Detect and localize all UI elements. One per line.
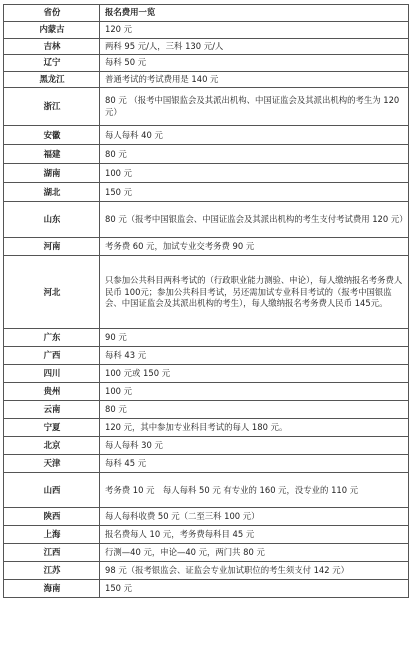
table-row <box>4 88 409 126</box>
province-cell: 陕西 <box>4 508 100 526</box>
fee-cell: 行测—40 元，申论—40 元，两门共 80 元 <box>100 544 409 562</box>
table-row <box>4 71 409 88</box>
table-row <box>4 38 409 55</box>
table-row <box>4 256 409 329</box>
fee-cell: 每科 50 元 <box>100 55 409 72</box>
fee-table-container <box>3 4 408 598</box>
province-cell: 福建 <box>4 145 100 164</box>
table-row <box>4 238 409 256</box>
fee-cell: 普通考试的考试费用是 140 元 <box>100 71 409 88</box>
table-body <box>4 22 409 598</box>
province-cell: 海南 <box>4 580 100 598</box>
table-row <box>4 401 409 419</box>
table-row <box>4 437 409 455</box>
province-cell: 上海 <box>4 526 100 544</box>
fee-cell: 每人每科 40 元 <box>100 126 409 145</box>
header-fee: 报名费用一览 <box>100 5 409 22</box>
table-row <box>4 365 409 383</box>
fee-cell: 每科 45 元 <box>100 455 409 473</box>
fee-cell: 每人每科 30 元 <box>100 437 409 455</box>
table-row <box>4 22 409 39</box>
fee-cell: 100 元 <box>100 164 409 183</box>
province-cell: 天津 <box>4 455 100 473</box>
fee-cell: 120 元，其中参加专业科目考试的每人 180 元。 <box>100 419 409 437</box>
province-cell: 山西 <box>4 473 100 508</box>
province-cell: 四川 <box>4 365 100 383</box>
province-cell: 辽宁 <box>4 55 100 72</box>
province-cell: 广西 <box>4 347 100 365</box>
fee-cell: 90 元 <box>100 329 409 347</box>
fee-cell: 每人每科收费 50 元（二至三科 100 元） <box>100 508 409 526</box>
province-cell: 湖北 <box>4 183 100 202</box>
fee-cell: 98 元（报考银监会、证监会专业加试职位的考生须支付 142 元） <box>100 562 409 580</box>
province-cell: 黑龙江 <box>4 71 100 88</box>
fee-cell: 150 元 <box>100 580 409 598</box>
fee-cell: 只参加公共科目两科考试的（行政职业能力测验、申论），每人缴纳报名考务费人民币 100元；参加公共科目考试，另还需加试专业科目考试的（报考中国银监会、中国证监会及其派出机构的考生），每人缴纳报名考务费人民币 145元。 <box>100 256 409 329</box>
province-cell: 安徽 <box>4 126 100 145</box>
province-cell: 山东 <box>4 202 100 238</box>
fee-cell: 120 元 <box>100 22 409 39</box>
fee-cell: 80 元（报考中国银监会、中国证监会及其派出机构的考生支付考试费用 120 元） <box>100 202 409 238</box>
registration-fee-table <box>3 4 409 598</box>
table-row <box>4 473 409 508</box>
fee-cell: 100 元或 150 元 <box>100 365 409 383</box>
table-row <box>4 419 409 437</box>
table-row <box>4 383 409 401</box>
fee-cell: 考务费 60 元，加试专业交考务费 90 元 <box>100 238 409 256</box>
table-row <box>4 544 409 562</box>
fee-cell: 150 元 <box>100 183 409 202</box>
province-cell: 广东 <box>4 329 100 347</box>
province-cell: 河南 <box>4 238 100 256</box>
table-row <box>4 145 409 164</box>
table-row <box>4 455 409 473</box>
fee-cell: 80 元 （报考中国银监会及其派出机构、中国证监会及其派出机构的考生为 120 元） <box>100 88 409 126</box>
table-row <box>4 526 409 544</box>
province-cell: 北京 <box>4 437 100 455</box>
province-cell: 河北 <box>4 256 100 329</box>
province-cell: 江苏 <box>4 562 100 580</box>
table-row <box>4 562 409 580</box>
province-cell: 贵州 <box>4 383 100 401</box>
province-cell: 云南 <box>4 401 100 419</box>
province-cell: 浙江 <box>4 88 100 126</box>
table-row <box>4 580 409 598</box>
table-row <box>4 347 409 365</box>
header-province: 省份 <box>4 5 100 22</box>
table-row <box>4 55 409 72</box>
fee-cell: 80 元 <box>100 401 409 419</box>
fee-cell: 每科 43 元 <box>100 347 409 365</box>
table-row <box>4 183 409 202</box>
province-cell: 湖南 <box>4 164 100 183</box>
fee-cell: 100 元 <box>100 383 409 401</box>
table-row <box>4 508 409 526</box>
province-cell: 宁夏 <box>4 419 100 437</box>
table-row <box>4 202 409 238</box>
province-cell: 吉林 <box>4 38 100 55</box>
province-cell: 内蒙古 <box>4 22 100 39</box>
fee-cell: 考务费 10 元 每人每科 50 元 有专业的 160 元，没专业的 110 元 <box>100 473 409 508</box>
table-header-row <box>4 5 409 22</box>
fee-cell: 报名费每人 10 元，考务费每科目 45 元 <box>100 526 409 544</box>
fee-cell: 80 元 <box>100 145 409 164</box>
table-row <box>4 126 409 145</box>
province-cell: 江西 <box>4 544 100 562</box>
table-row <box>4 164 409 183</box>
table-row <box>4 329 409 347</box>
fee-cell: 两科 95 元/人，三科 130 元/人 <box>100 38 409 55</box>
